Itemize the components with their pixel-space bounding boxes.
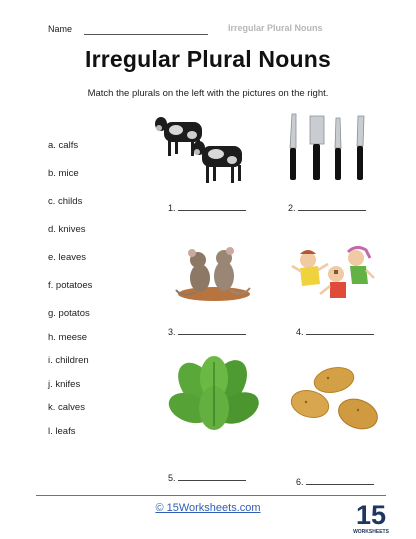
answer-blank-3[interactable]: 3. xyxy=(168,326,246,337)
potatoes-picture xyxy=(288,362,384,438)
logo-text: WORKSHEETS xyxy=(353,529,389,535)
word-item: f. potatoes xyxy=(48,280,93,291)
name-label: Name xyxy=(48,24,73,34)
word-item: l. leafs xyxy=(48,426,76,437)
answer-blank-5[interactable]: 5. xyxy=(168,472,246,483)
word-item: k. calves xyxy=(48,402,85,413)
children-picture xyxy=(290,244,376,304)
word-item: j. knifes xyxy=(48,379,81,390)
page-title: Irregular Plural Nouns xyxy=(85,46,331,72)
answer-blank-6[interactable]: 6. xyxy=(296,476,374,487)
word-item: h. meese xyxy=(48,332,88,343)
answer-blank-2[interactable]: 2. xyxy=(288,202,366,213)
word-item: i. children xyxy=(48,355,89,366)
answer-blank-4[interactable]: 4. xyxy=(296,326,374,337)
worksheets-logo xyxy=(353,497,389,535)
word-item: d. knives xyxy=(48,224,86,235)
mice-picture xyxy=(172,238,254,306)
answer-blank-1[interactable]: 1. xyxy=(168,202,246,213)
word-item: g. potatos xyxy=(48,308,90,319)
word-item: c. childs xyxy=(48,196,83,207)
word-item: b. mice xyxy=(48,168,79,179)
footer-rule xyxy=(36,495,386,496)
logo-number: 15 xyxy=(355,500,387,530)
copyright-link[interactable]: © 15Worksheets.com xyxy=(155,502,261,514)
header-tag: Irregular Plural Nouns xyxy=(228,23,323,33)
word-item: e. leaves xyxy=(48,252,87,263)
name-line xyxy=(84,34,208,35)
word-item: a. calfs xyxy=(48,140,79,151)
calves-picture xyxy=(152,110,252,188)
instructions: Match the plurals on the left with the pictures on the right. xyxy=(87,88,329,99)
leaves-picture xyxy=(168,356,260,432)
knives-picture xyxy=(286,112,376,184)
